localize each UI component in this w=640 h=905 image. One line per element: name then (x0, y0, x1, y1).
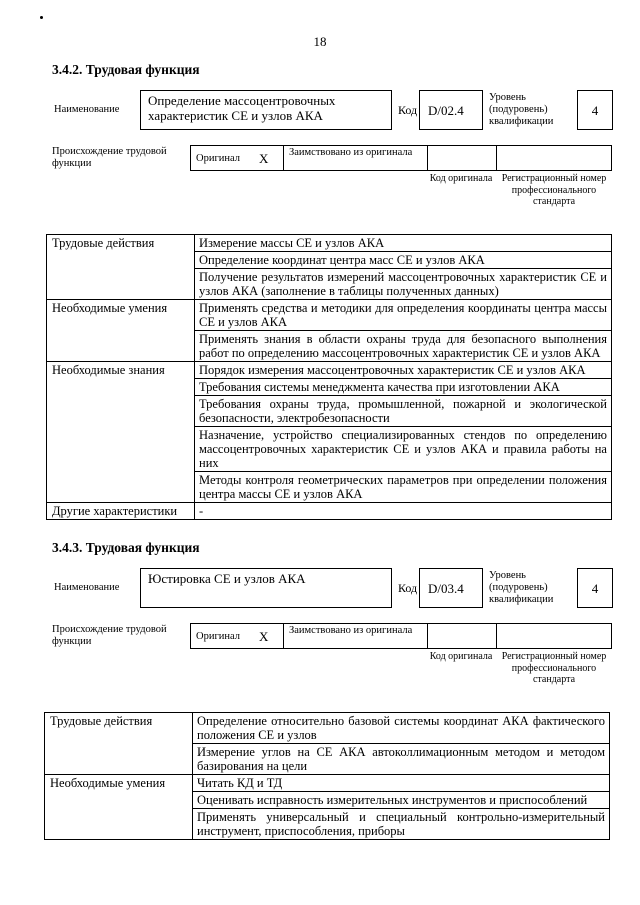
table-cell: Определение координат центра масс СЕ и узлов АКА (195, 252, 612, 269)
table-row (47, 300, 612, 331)
table-row (45, 775, 610, 792)
table-cell: Применять средства и методики для определения координаты центра массы СЕ и узлов АКА (195, 300, 612, 331)
origin-label: Происхождение трудовой функции (52, 146, 167, 169)
section-heading: 3.4.3. Трудовая функция (52, 540, 200, 555)
row-header: Трудовые действия (47, 235, 195, 300)
code-label: Код (398, 581, 418, 595)
table-cell: Измерение массы СЕ и узлов АКА (195, 235, 612, 252)
reg-number-caption: Регистрационный номер профессионального стандарта (501, 651, 607, 685)
table-row (47, 235, 612, 252)
name-label: Наименование (54, 582, 120, 593)
origin-table (190, 623, 612, 649)
original-mark: X (259, 151, 269, 166)
code-label: Код (398, 103, 418, 117)
original-label: Оригинал (196, 153, 240, 164)
scan-speck (40, 16, 43, 19)
code-original-caption: Код оригинала (429, 173, 493, 184)
cell-divider (283, 146, 284, 170)
level-value: 4 (591, 581, 599, 596)
cell-divider (496, 624, 497, 648)
table-cell: Применять универсальный и специальный контрольно-измерительный инструмент, приспособления, приборы (193, 809, 610, 840)
table-cell: Определение относительно базовой системы координат АКА фактического положения СЕ и узлов (193, 713, 610, 744)
name-field (140, 90, 392, 130)
level-label: Уровень (подуровень) квалификации (489, 92, 554, 127)
origin-table (190, 145, 612, 171)
code-value: D/03.4 (428, 581, 464, 596)
row-header: Необходимые умения (45, 775, 193, 840)
cell-divider (427, 146, 428, 170)
table-row (47, 362, 612, 379)
borrowed-label: Заимствовано из оригинала (289, 147, 413, 158)
row-header: Необходимые умения (47, 300, 195, 362)
borrowed-label: Заимствовано из оригинала (289, 625, 413, 636)
cell-divider (496, 146, 497, 170)
table-cell: Требования охраны труда, промышленной, пожарной и экологической безопасности, электробезопасности (195, 396, 612, 427)
original-mark: X (259, 629, 269, 644)
reg-number-caption: Регистрационный номер профессионального стандарта (501, 173, 607, 207)
name-label: Наименование (54, 104, 120, 115)
code-field (419, 90, 483, 130)
function-table (46, 234, 612, 520)
code-original-caption: Код оригинала (429, 651, 493, 662)
row-header: Необходимые знания (47, 362, 195, 503)
cell-divider (283, 624, 284, 648)
level-field (577, 568, 613, 608)
function-table (44, 712, 610, 840)
level-value: 4 (591, 103, 599, 118)
table-cell: Измерение углов на СЕ АКА автоколлимационным методом и методом базирования на цели (193, 744, 610, 775)
page-number: 18 (313, 34, 327, 49)
code-value: D/02.4 (428, 103, 464, 118)
code-field (419, 568, 483, 608)
table-cell: Получение результатов измерений массоцентровочных характеристик СЕ и узлов АКА (заполнение в таблицы полученных данных) (195, 269, 612, 300)
table-row (45, 713, 610, 744)
section-heading: 3.4.2. Трудовая функция (52, 62, 200, 77)
level-field (577, 90, 613, 130)
name-field (140, 568, 392, 608)
table-cell: - (195, 503, 612, 520)
cell-divider (427, 624, 428, 648)
level-label: Уровень (подуровень) квалификации (489, 570, 554, 605)
original-label: Оригинал (196, 631, 240, 642)
table-cell: Требования системы менеджмента качества при изготовлении АКА (195, 379, 612, 396)
name-value: Определение массоцентровочных характеристик СЕ и узлов АКА (148, 93, 336, 123)
origin-label: Происхождение трудовой функции (52, 624, 167, 647)
table-cell: Читать КД и ТД (193, 775, 610, 792)
row-header: Другие характеристики (47, 503, 195, 520)
table-row (47, 503, 612, 520)
row-header: Трудовые действия (45, 713, 193, 775)
table-cell: Порядок измерения массоцентровочных характеристик СЕ и узлов АКА (195, 362, 612, 379)
name-value: Юстировка СЕ и узлов АКА (148, 571, 306, 586)
table-cell: Назначение, устройство специализированных стендов по определению массоцентровочных характеристик СЕ и узлов АКА и правила работы на них (195, 427, 612, 472)
table-cell: Оценивать исправность измерительных инструментов и приспособлений (193, 792, 610, 809)
table-cell: Методы контроля геометрических параметров при определении положения центра массы СЕ и узлов АКА (195, 472, 612, 503)
table-cell: Применять знания в области охраны труда для безопасного выполнения работ по определению массоцентровочных характеристик СЕ и узлов АКА (195, 331, 612, 362)
